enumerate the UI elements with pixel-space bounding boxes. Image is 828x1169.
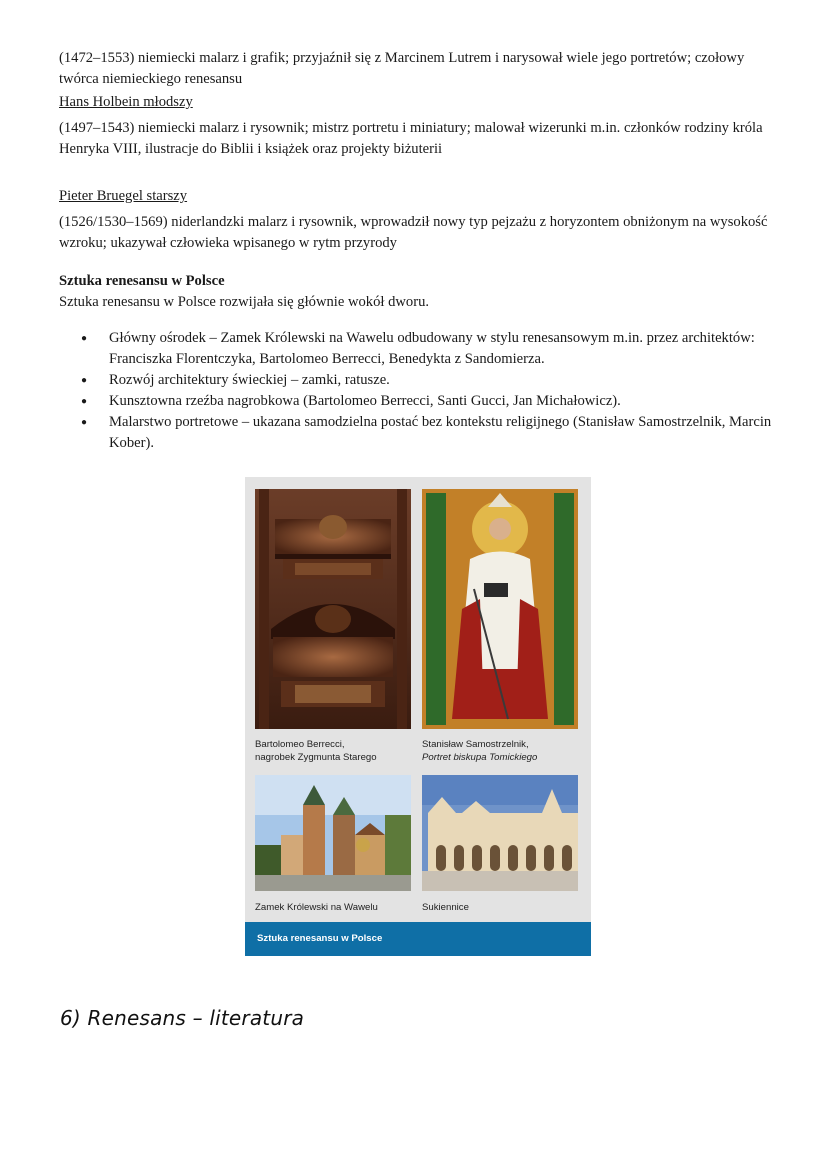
portrait-image [422,489,578,729]
bruegel-description: (1526/1530–1569) niderlandzki malarz i rysownik, wprowadził nowy typ pejzażu z horyzontem obniżonym na wysokość wzroku; ukazywał człowieka wpisanego w rytm przyrody [59,214,768,251]
caption-tomb [255,738,377,764]
figure-title: Sztuka renesansu w Polsce [257,933,383,944]
tomb-illustration [255,489,411,729]
caption-tomb-line2: nagrobek Zygmunta Starego [255,752,377,763]
handwritten-heading: 6) Renesans – literatura [60,1006,305,1030]
holbein-link[interactable]: Hans Holbein młodszy [59,94,193,110]
list-item: ● Rozwój architektury świeckiej – zamki, ratusze. [59,370,779,391]
caption-portrait [422,738,537,764]
durer-description: (1472–1553) niemiecki malarz i grafik; przyjaźnił się z Marcinem Lutrem i narysował wiele jego portretów; czołowy twórca niemieckiego renesansu [59,50,745,87]
caption-portrait-line1: Stanisław Samostrzelnik, [422,739,529,750]
wawel-image [255,775,411,891]
bruegel-link[interactable]: Pieter Bruegel starszy [59,188,188,204]
list-item: ● Główny ośrodek – Zamek Królewski na Wawelu odbudowany w stylu renesansowym m.in. przez architektów: Franciszka Florentczyka, Bartolomeo Berrecci, Benedykta z Sandomierza. [59,328,779,370]
figure-title-bar [245,922,591,956]
sukiennice-image [422,775,578,891]
document-body [59,48,779,454]
section-heading: Sztuka renesansu w Polsce [59,273,225,289]
wawel-illustration [255,775,411,891]
caption-tomb-line1: Bartolomeo Berrecci, [255,739,345,750]
list-item: ● Kunsztowna rzeźba nagrobkowa (Bartolomeo Berrecci, Santi Gucci, Jan Michałowicz). [59,391,779,412]
caption-wawel: Zamek Królewski na Wawelu [255,902,378,913]
sukiennice-illustration [422,775,578,891]
list-item: ● Malarstwo portretowe – ukazana samodzielna postać bez kontekstu religijnego (Stanisław Samostrzelnik, Marcin Kober). [59,412,779,454]
holbein-description: (1497–1543) niemiecki malarz i rysownik; mistrz portretu i miniatury; malował wizerunki m.in. członków rodziny króla Henryka VIII, ilustracje do Biblii i książek oraz projekty biżuterii [59,120,763,157]
tomb-image [255,489,411,729]
figure-panel [245,477,591,956]
bullet-list [59,328,779,454]
section-intro: Sztuka renesansu w Polsce rozwijała się głównie wokół dworu. [59,294,430,310]
caption-portrait-line2: Portret biskupa Tomickiego [422,752,538,763]
portrait-illustration [422,489,578,729]
caption-sukiennice: Sukiennice [422,902,469,913]
